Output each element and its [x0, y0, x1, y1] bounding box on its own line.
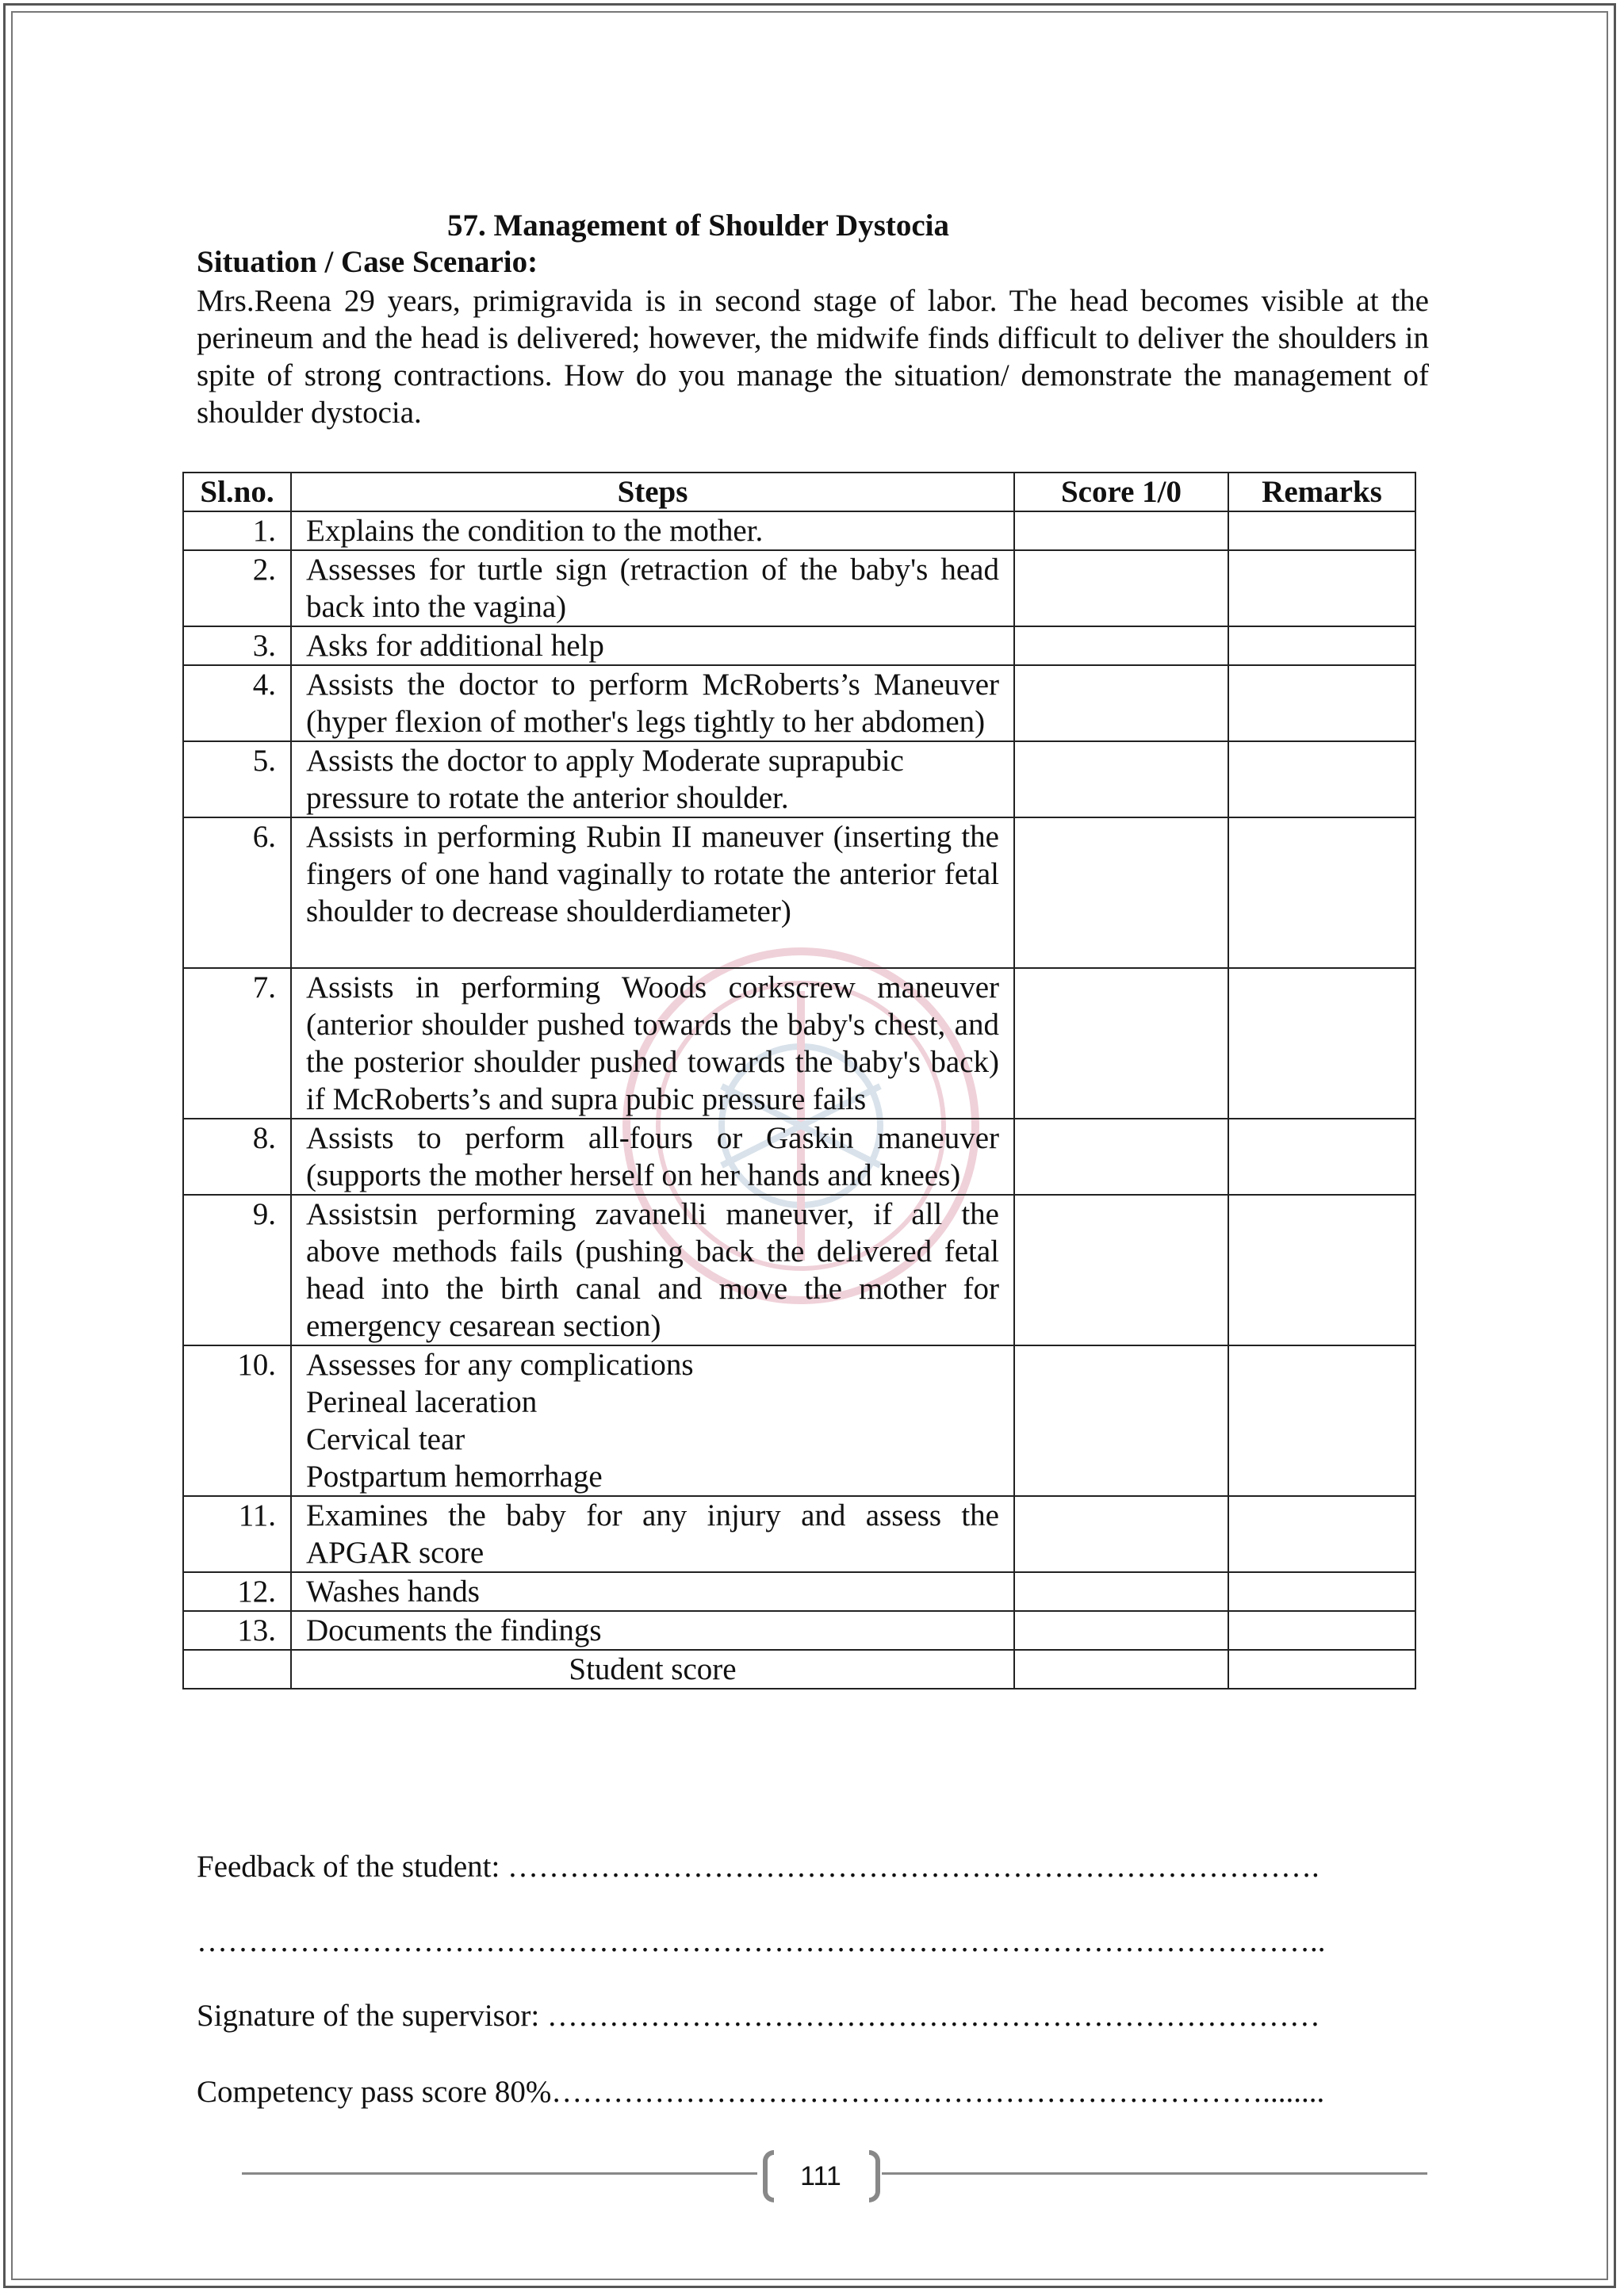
row-step: Assists in performing Woods corkscrew maneuver (anterior shoulder pushed towards the baby's chest, and the posterior shoulder pushed towards the baby's back) if McRoberts’s and supra pubic pressure fails: [291, 968, 1014, 1119]
row-number: 5.: [183, 741, 291, 817]
row-step: Asks for additional help: [291, 626, 1014, 665]
score-cell[interactable]: [1014, 1572, 1228, 1611]
table-row: [183, 741, 1415, 817]
remarks-cell[interactable]: [1228, 1195, 1415, 1345]
score-cell[interactable]: [1014, 817, 1228, 968]
row-number: 2.: [183, 550, 291, 626]
row-step: Documents the findings: [291, 1611, 1014, 1650]
row-number: 12.: [183, 1572, 291, 1611]
row-step: Assesses for turtle sign (retraction of the baby's head back into the vagina): [291, 550, 1014, 626]
remarks-cell[interactable]: [1228, 1119, 1415, 1195]
table-row: [183, 817, 1415, 968]
row-number: 4.: [183, 665, 291, 741]
table-row: [183, 665, 1415, 741]
table-row: [183, 1611, 1415, 1650]
table-row: [183, 1572, 1415, 1611]
header-score: Score 1/0: [1014, 473, 1228, 511]
table-row: [183, 1345, 1415, 1496]
total-row: [183, 1650, 1415, 1689]
table-row: [183, 1496, 1415, 1572]
score-cell[interactable]: [1014, 550, 1228, 626]
row-step: Explains the condition to the mother.: [291, 511, 1014, 550]
row-number: 3.: [183, 626, 291, 665]
row-step: Assists the doctor to apply Moderate suprapubic pressure to rotate the anterior shoulder.: [291, 741, 1014, 817]
remarks-cell[interactable]: [1228, 817, 1415, 968]
row-number: 8.: [183, 1119, 291, 1195]
remarks-cell[interactable]: [1228, 1572, 1415, 1611]
feedback-line[interactable]: Feedback of the student: …………………………………………………………………….: [197, 1850, 1320, 1884]
table-row: [183, 1119, 1415, 1195]
table-row: [183, 968, 1415, 1119]
row-number: 10.: [183, 1345, 291, 1496]
page-number: 111: [800, 2161, 841, 2191]
supervisor-signature-line[interactable]: Signature of the supervisor: …………………………………………………………………: [197, 1999, 1320, 2033]
row-number: 1.: [183, 511, 291, 550]
score-cell[interactable]: [1014, 511, 1228, 550]
remarks-cell[interactable]: [1228, 1496, 1415, 1572]
row-number: 6.: [183, 817, 291, 968]
header-remarks: Remarks: [1228, 473, 1415, 511]
complication-heading: Assesses for any complications: [306, 1348, 694, 1382]
header-steps: Steps: [291, 473, 1014, 511]
remarks-cell[interactable]: [1228, 968, 1415, 1119]
remarks-cell[interactable]: [1228, 741, 1415, 817]
competency-pass-score-line: Competency pass score 80%……………………………………………………………........: [197, 2075, 1325, 2109]
footer-rule-right: [882, 2172, 1427, 2175]
row-number: 9.: [183, 1195, 291, 1345]
remarks-cell[interactable]: [1228, 550, 1415, 626]
row-step: Assists the doctor to perform McRoberts’s Maneuver (hyper flexion of mother's legs tightly to her abdomen): [291, 665, 1014, 741]
score-cell[interactable]: [1014, 1611, 1228, 1650]
total-score-cell[interactable]: [1014, 1650, 1228, 1689]
row-step: Examines the baby for any injury and assess the APGAR score: [291, 1496, 1014, 1572]
case-scenario-text: Mrs.Reena 29 years, primigravida is in second stage of labor. The head becomes visible at the perineum and the head is delivered; however, the midwife finds difficult to deliver the shoulders in spite of strong contractions. How do you manage the situation/ demonstrate the management of shoulder dystocia.: [197, 284, 1429, 430]
situation-label: Situation / Case Scenario:: [197, 245, 538, 279]
table-row: [183, 550, 1415, 626]
row-number: 11.: [183, 1496, 291, 1572]
row-number: 7.: [183, 968, 291, 1119]
table-header-row: [183, 473, 1415, 511]
table-row: [183, 511, 1415, 550]
score-cell[interactable]: [1014, 968, 1228, 1119]
header-slno: Sl.no.: [183, 473, 291, 511]
complication-item: Postpartum hemorrhage: [306, 1460, 603, 1494]
complication-item: Perineal laceration: [306, 1385, 538, 1419]
row-step: Assistsin performing zavanelli maneuver, if all the above methods fails (pushing back the delivered fetal head into the birth canal and move the mother for emergency cesarean section): [291, 1195, 1014, 1345]
remarks-cell[interactable]: [1228, 626, 1415, 665]
remarks-cell[interactable]: [1228, 1611, 1415, 1650]
row-step: Washes hands: [291, 1572, 1014, 1611]
checklist-table: [182, 472, 1416, 1689]
table-row: [183, 626, 1415, 665]
score-cell[interactable]: [1014, 1345, 1228, 1496]
row-step: [291, 1345, 1014, 1496]
remarks-cell[interactable]: [1228, 1345, 1415, 1496]
feedback-line-continued[interactable]: ………………………………………………………………………………………………..: [197, 1924, 1326, 1958]
score-cell[interactable]: [1014, 1119, 1228, 1195]
total-remarks-cell[interactable]: [1228, 1650, 1415, 1689]
page-title: 57. Management of Shoulder Dystocia: [447, 209, 950, 243]
score-cell[interactable]: [1014, 1496, 1228, 1572]
remarks-cell[interactable]: [1228, 665, 1415, 741]
score-cell[interactable]: [1014, 741, 1228, 817]
table-row: [183, 1195, 1415, 1345]
footer-rule-left: [242, 2172, 757, 2175]
row-number: 13.: [183, 1611, 291, 1650]
student-score-label: Student score: [291, 1650, 1014, 1689]
total-empty-cell: [183, 1650, 291, 1689]
score-cell[interactable]: [1014, 665, 1228, 741]
complication-item: Cervical tear: [306, 1422, 465, 1456]
row-step: Assists in performing Rubin II maneuver (inserting the fingers of one hand vaginally to rotate the anterior fetal shoulder to decrease shoulderdiameter): [291, 817, 1014, 968]
score-cell[interactable]: [1014, 626, 1228, 665]
row-step: Assists to perform all-fours or Gaskin maneuver (supports the mother herself on her hands and knees): [291, 1119, 1014, 1195]
score-cell[interactable]: [1014, 1195, 1228, 1345]
remarks-cell[interactable]: [1228, 511, 1415, 550]
